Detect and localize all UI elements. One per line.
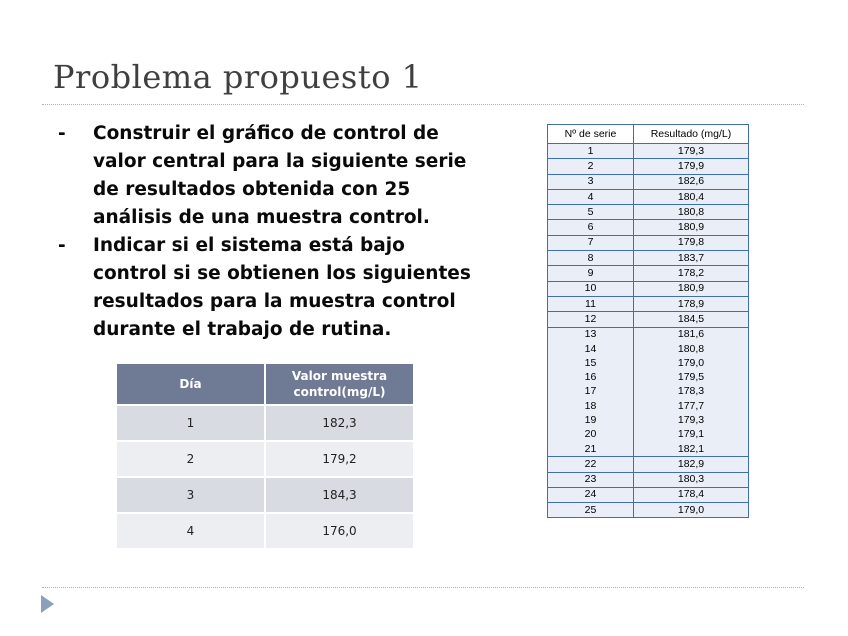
series-results-table: [547, 124, 749, 518]
table-cell: 1: [548, 144, 634, 159]
triangle-right-icon: [41, 595, 54, 613]
table-cell: 10: [548, 281, 634, 296]
table-row: [548, 251, 749, 266]
routine-results-table: [117, 364, 413, 548]
slide-title: Problema propuesto 1: [53, 58, 423, 96]
table-cell: 178,9: [634, 296, 749, 311]
table-cell: 9: [548, 266, 634, 281]
table-row: [548, 312, 749, 327]
table-cell: 184,3: [265, 477, 413, 513]
table-row: [548, 144, 749, 159]
table-cell: 180,8: [634, 342, 749, 356]
table-cell: 4: [117, 513, 265, 548]
table-cell: 4: [548, 189, 634, 204]
table-row: [548, 281, 749, 296]
bullet-item: [58, 120, 478, 232]
table-cell: 179,1: [634, 428, 749, 442]
table-row: [548, 356, 749, 370]
bullet-list: [58, 120, 478, 344]
table-row: [117, 513, 413, 548]
bullet-marker: -: [58, 123, 66, 144]
table-cell: 23: [548, 472, 634, 487]
table-cell: 180,9: [634, 220, 749, 235]
table-row: [548, 442, 749, 457]
table-cell: 16: [548, 370, 634, 384]
table-cell: 177,7: [634, 399, 749, 413]
column-header-valor: Valor muestra control(mg/L): [265, 364, 413, 405]
column-header-dia: Día: [117, 364, 265, 405]
table-row: [548, 342, 749, 356]
table-cell: 179,8: [634, 235, 749, 250]
table-cell: 15: [548, 356, 634, 370]
table-row: [117, 405, 413, 441]
column-header-serie: Nº de serie: [548, 125, 634, 144]
table-cell: 180,8: [634, 205, 749, 220]
table-row: [548, 428, 749, 442]
table-cell: 176,0: [265, 513, 413, 548]
table-cell: 2: [117, 441, 265, 477]
table-cell: 24: [548, 487, 634, 502]
table-header-row: [548, 125, 749, 144]
table-row: [548, 266, 749, 281]
table-cell: 178,2: [634, 266, 749, 281]
table-cell: 182,9: [634, 457, 749, 472]
table-cell: 183,7: [634, 251, 749, 266]
table-row: [548, 220, 749, 235]
table-cell: 20: [548, 428, 634, 442]
table-row: [548, 235, 749, 250]
bullet-item: [58, 232, 478, 344]
column-header-resultado: Resultado (mg/L): [634, 125, 749, 144]
table-cell: 11: [548, 296, 634, 311]
table-row: [548, 296, 749, 311]
table-cell: 179,3: [634, 413, 749, 427]
table-cell: 19: [548, 413, 634, 427]
table-cell: 6: [548, 220, 634, 235]
table-header-row: [117, 364, 413, 405]
table-row: [548, 399, 749, 413]
table-cell: 13: [548, 327, 634, 342]
bullet-text: Indicar si el sistema está bajo control si se obtienen los siguientes resultados para la muestra control durante el trabajo de rutina.: [93, 235, 471, 340]
table-cell: 178,3: [634, 385, 749, 399]
table-row: [548, 159, 749, 174]
bullet-marker: -: [58, 235, 66, 256]
table-cell: 182,6: [634, 174, 749, 189]
bullet-text: Construir el gráfico de control de valor central para la siguiente serie de resultados obtenida con 25 análisis de una muestra control.: [93, 123, 467, 228]
table-row: [548, 189, 749, 204]
table-cell: 182,1: [634, 442, 749, 457]
table-cell: 3: [117, 477, 265, 513]
table-cell: 3: [548, 174, 634, 189]
table-cell: 182,3: [265, 405, 413, 441]
table-cell: 181,6: [634, 327, 749, 342]
table-row: [548, 174, 749, 189]
table-cell: 1: [117, 405, 265, 441]
table-row: [548, 487, 749, 502]
table-cell: 18: [548, 399, 634, 413]
title-divider: [42, 104, 804, 105]
table-cell: 179,0: [634, 503, 749, 518]
table-cell: 178,4: [634, 487, 749, 502]
table-row: [548, 327, 749, 342]
table-row: [548, 503, 749, 518]
table-row: [548, 370, 749, 384]
table-cell: 17: [548, 385, 634, 399]
table-cell: 179,5: [634, 370, 749, 384]
table-cell: 21: [548, 442, 634, 457]
table-cell: 5: [548, 205, 634, 220]
table-cell: 8: [548, 251, 634, 266]
table-cell: 12: [548, 312, 634, 327]
table-cell: 179,9: [634, 159, 749, 174]
footer-divider: [42, 587, 804, 588]
table-row: [117, 441, 413, 477]
table-row: [548, 385, 749, 399]
table-row: [548, 205, 749, 220]
table-cell: 180,9: [634, 281, 749, 296]
table-cell: 179,2: [265, 441, 413, 477]
table-row: [548, 413, 749, 427]
table-cell: 22: [548, 457, 634, 472]
table-cell: 179,3: [634, 144, 749, 159]
table-cell: 180,4: [634, 189, 749, 204]
table-row: [117, 477, 413, 513]
table-cell: 25: [548, 503, 634, 518]
table-cell: 184,5: [634, 312, 749, 327]
table-cell: 2: [548, 159, 634, 174]
table-cell: 14: [548, 342, 634, 356]
table-row: [548, 457, 749, 472]
table-cell: 179,0: [634, 356, 749, 370]
table-row: [548, 472, 749, 487]
table-cell: 7: [548, 235, 634, 250]
table-cell: 180,3: [634, 472, 749, 487]
